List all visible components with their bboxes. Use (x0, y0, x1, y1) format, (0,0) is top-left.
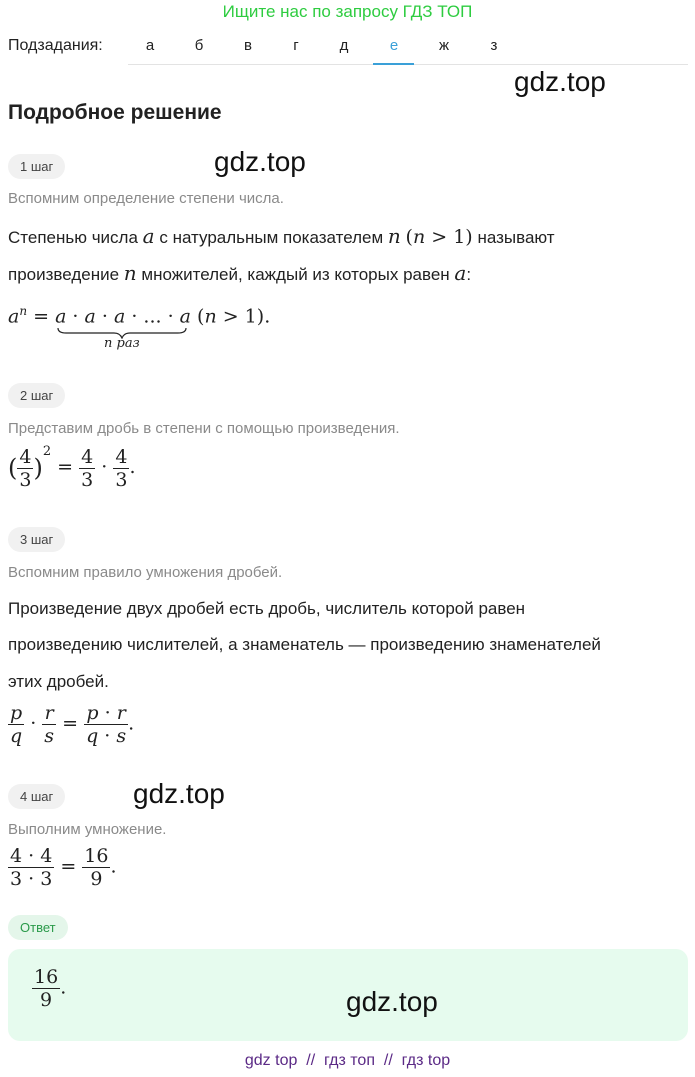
watermark: gdz.top (133, 778, 225, 809)
fraction-power-formula: ( $\frac{4}{3}$ )$^2$ = $\frac{4}{3}$ · $\frac{4}{3}$ . (8, 444, 136, 491)
step-hint: Вспомним определение степени числа. (8, 190, 284, 207)
watermark: gdz.top (346, 986, 438, 1017)
step-hint: Выполним умножение. (8, 821, 167, 838)
step-text: Произведение двух дробей есть дробь, числитель которой равен (8, 599, 526, 618)
step-badge: 1 шаг (8, 154, 65, 179)
step-hint: Вспомним правило умножения дробей. (8, 564, 283, 581)
multiplication-result-formula: $\frac{4 \cdot 4}{3 \cdot 3}$ = $\frac{16}{9}$ . (10, 845, 117, 890)
step-text: Степенью числа a с натуральным показателем n (n > 1) называют (8, 224, 555, 248)
underbrace-label: n раз (104, 336, 140, 351)
footer-links[interactable]: gdz top // гдз топ // гдз top (244, 1052, 451, 1069)
power-definition-formula: $a^n = a \cdot a \cdot a$ · ... · a (n > 1). (8, 304, 271, 328)
tab-e[interactable]: е (389, 37, 399, 54)
tab-a[interactable]: а (145, 37, 155, 54)
page-title: Подробное решение (8, 101, 222, 124)
subtasks-label: Подзадания: (8, 37, 103, 54)
step-badge: 3 шаг (8, 527, 65, 552)
tab-b[interactable]: б (194, 37, 204, 54)
watermark: gdz.top (514, 66, 606, 97)
step-text: произведение n множителей, каждый из которых равен a: (8, 261, 472, 285)
tab-v[interactable]: в (244, 37, 252, 54)
tab-d[interactable]: д (339, 37, 349, 54)
step-text: этих дробей. (8, 672, 109, 691)
watermark: gdz.top (214, 146, 306, 177)
step-hint: Представим дробь в степени с помощью произведения. (8, 420, 400, 437)
search-banner: Ищите нас по запросу ГДЗ ТОП (222, 2, 473, 21)
fraction-multiplication-formula: $\frac{p}{q}$ · $\frac{r}{s}$ = $\frac{p \cdot r}{q \cdot s}$ . (10, 702, 135, 747)
tab-g[interactable]: г (293, 37, 299, 54)
active-tab-indicator (373, 63, 414, 65)
tab-zh[interactable]: ж (438, 37, 450, 54)
answer-badge: Ответ (8, 915, 68, 940)
tab-z[interactable]: з (490, 37, 498, 54)
step-text: произведению числителей, а знаменатель — произведению знаменателей (8, 635, 601, 654)
step-badge: 4 шаг (8, 784, 65, 809)
step-badge: 2 шаг (8, 383, 65, 408)
answer-value: $\frac{16}{9}$ . (34, 966, 67, 1011)
